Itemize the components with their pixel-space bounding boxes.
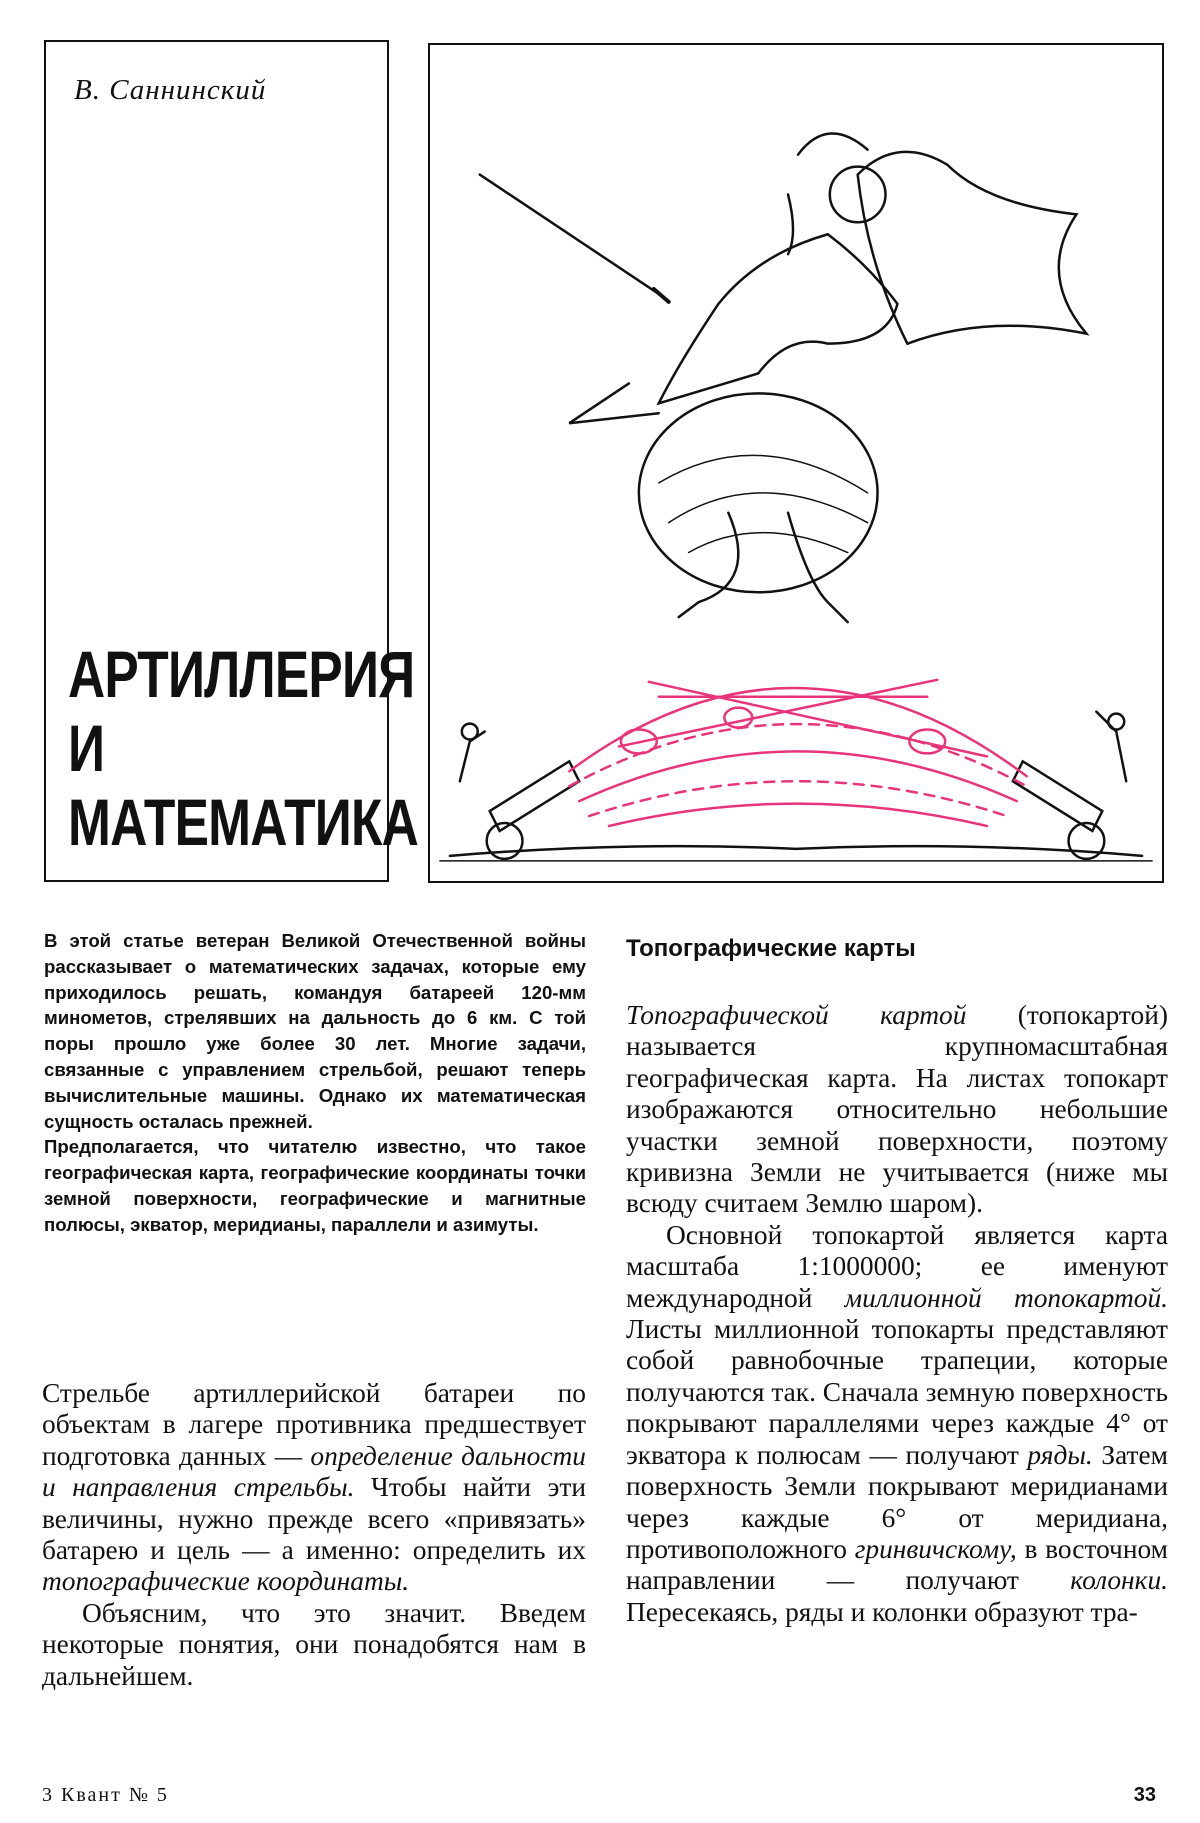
emphasis: гринвичскому, [854, 1533, 1017, 1564]
emphasis: определение дальности и направления стрельбы. [42, 1440, 586, 1503]
right-column [626, 928, 1168, 1628]
right-paragraph-2 [626, 1220, 1168, 1628]
section-heading: Топографические карты [626, 935, 916, 962]
article-title [68, 638, 418, 860]
text-run: Затем поверхность Земли покрывают меридианами через каждые 6° от меридиана, противоположного [626, 1439, 1168, 1564]
footer-signature: 3 Квант № 5 [42, 1784, 169, 1806]
right-paragraph-1 [626, 1000, 1168, 1220]
article-lead [44, 928, 586, 1238]
text-run: Листы миллионной топокарты представляют собой равнобочные трапеции, которые получаются так. Сначала земную поверхность покрывают параллелями через каждые 4° от экватора к полюсам — получают [626, 1314, 1168, 1470]
emphasis: миллионной топокартой. [844, 1282, 1168, 1313]
page-number: 33 [1133, 1784, 1156, 1806]
author-name: В. Саннинский [74, 74, 267, 106]
left-paragraph-1 [42, 1378, 586, 1598]
artillery-cannonball-rider-illustration [430, 45, 1162, 881]
left-column [42, 1378, 586, 1692]
text-run: (топокартой) называется крупномасштабная географическая карта. На листах топокарт изображаются относительно небольшие участки земной поверхности, поэтому кривизна Земли не учитывается (ниже мы всюду считаем Землю шаром). [626, 1000, 1168, 1219]
title-box [44, 40, 419, 882]
text-run: Основной топокартой является карта масштаба 1:1000000; ее именуют международной [626, 1219, 1168, 1313]
text-run: в восточном направлении — получают [626, 1533, 1168, 1596]
title-line-2: И [68, 711, 105, 786]
lead-paragraph-2: Предполагается, что читателю известно, что такое географическая карта, географические координаты точки земной поверхности, географические и магнитные полюсы, экватор, меридианы, параллели и азимуты. [44, 1136, 586, 1235]
text-run: Пересекаясь, ряды и колонки образуют тра- [626, 1596, 1138, 1627]
illustration [428, 43, 1164, 883]
lead-paragraph-1: В этой статье ветеран Великой Отечественной войны рассказывает о математических задачах, которые ему приходилось решать, командуя батареей 120-мм минометов, стрелявших на дальность до 6 км. С той поры прошло уже более 30 лет. Многие задачи, связанные с управлением стрельбой, решают теперь вычислительные машины. Однако их математическая сущность осталась прежней. [44, 930, 586, 1132]
title-line-1: АРТИЛЛЕРИЯ [68, 637, 415, 712]
text-run: Стрельбе артиллерийской батареи по объектам в лагере противника предшествует подготовка данных — [42, 1378, 586, 1471]
text-run: Чтобы найти эти величины, нужно прежде всего «привязать» батарею и цель — а именно: определить их [42, 1472, 586, 1566]
emphasis: топографические координаты. [42, 1566, 410, 1597]
emphasis: колонки. [1070, 1565, 1168, 1596]
emphasis: ряды. [1027, 1439, 1093, 1470]
title-line-3: МАТЕМАТИКА [68, 785, 419, 860]
emphasis: Топографической картой [626, 1000, 967, 1030]
left-paragraph-2: Объясним, что это значит. Введем некоторые понятия, они понадобятся нам в дальнейшем. [42, 1597, 586, 1691]
